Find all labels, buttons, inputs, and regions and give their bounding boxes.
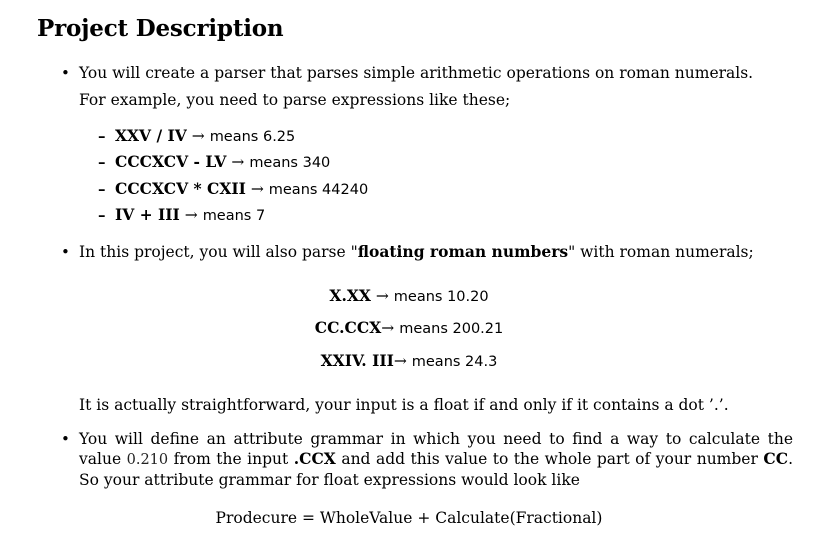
bullet-marker: • [61, 64, 70, 82]
bullet3-text5: grammar for float expressions would look like [218, 471, 580, 489]
float-expr: X.XX [329, 286, 371, 305]
bullet1-line2: For example, you need to parse expressions like these; [79, 91, 511, 109]
example-means: means 340 [249, 155, 331, 171]
ccx-input: .CCX [293, 449, 336, 468]
arrow-icon: → [231, 153, 245, 171]
bullet3-text1: You will define an attribute grammar in which you need to find a way to calculate the value [79, 430, 793, 468]
bullet3-text2: from the input [173, 450, 294, 468]
arrow-icon: → [381, 319, 395, 337]
float-example [0, 318, 818, 339]
float-example [0, 351, 818, 372]
bullet3-text3: and add this value to the whole part of your number [335, 450, 764, 468]
example-means: means 7 [202, 208, 266, 224]
arrow-icon: → [393, 352, 407, 370]
example-expr: IV + III [115, 205, 180, 224]
example-means: means 6.25 [209, 129, 296, 145]
example-expr: CCCXCV * CXII [115, 179, 246, 198]
example-means: means 44240 [268, 182, 369, 198]
float-means: means 200.21 [399, 321, 504, 337]
float-note: It is actually straightforward, your input is a float if and only if it contains a dot ’.’. [79, 396, 729, 414]
float-expr: CC.CCX [314, 318, 382, 337]
example-item [115, 152, 330, 173]
example-item [115, 179, 368, 200]
dash-marker: – [98, 153, 106, 171]
arrow-icon: → [184, 206, 198, 224]
example-item [115, 205, 265, 226]
fraction-value: 0.210 [126, 452, 169, 468]
page-title: Project Description [37, 15, 284, 42]
example-expr: XXV / IV [115, 126, 187, 145]
example-item [115, 126, 295, 147]
arrow-icon: → [250, 180, 264, 198]
example-expr: CCCXCV - LV [115, 152, 227, 171]
cc-whole: CC [763, 449, 789, 468]
float-means: means 10.20 [393, 289, 489, 305]
formula: Prodecure = WholeValue + Calculate(Fractional) [215, 509, 603, 527]
bullet2-pre: In this project, you will also parse " [79, 243, 358, 261]
dash-marker: – [98, 127, 106, 145]
bullet3-paragraph [79, 429, 793, 490]
bullet-marker: • [61, 243, 70, 261]
float-example [0, 286, 818, 307]
arrow-icon: → [375, 287, 389, 305]
dash-marker: – [98, 206, 106, 224]
bullet1-line1: You will create a parser that parses simple arithmetic operations on roman numerals. [79, 64, 754, 82]
float-expr: XXIV. III [320, 351, 394, 370]
bullet3-text4: . So your attribute [79, 450, 793, 489]
bullet-marker: • [61, 430, 70, 448]
arrow-icon: → [191, 127, 205, 145]
bullet2-post: " with roman numerals; [568, 243, 754, 261]
bullet2-bold: floating roman numbers [357, 242, 569, 261]
float-means: means 24.3 [411, 354, 498, 370]
bullet2-line [79, 242, 754, 262]
dash-marker: – [98, 180, 106, 198]
